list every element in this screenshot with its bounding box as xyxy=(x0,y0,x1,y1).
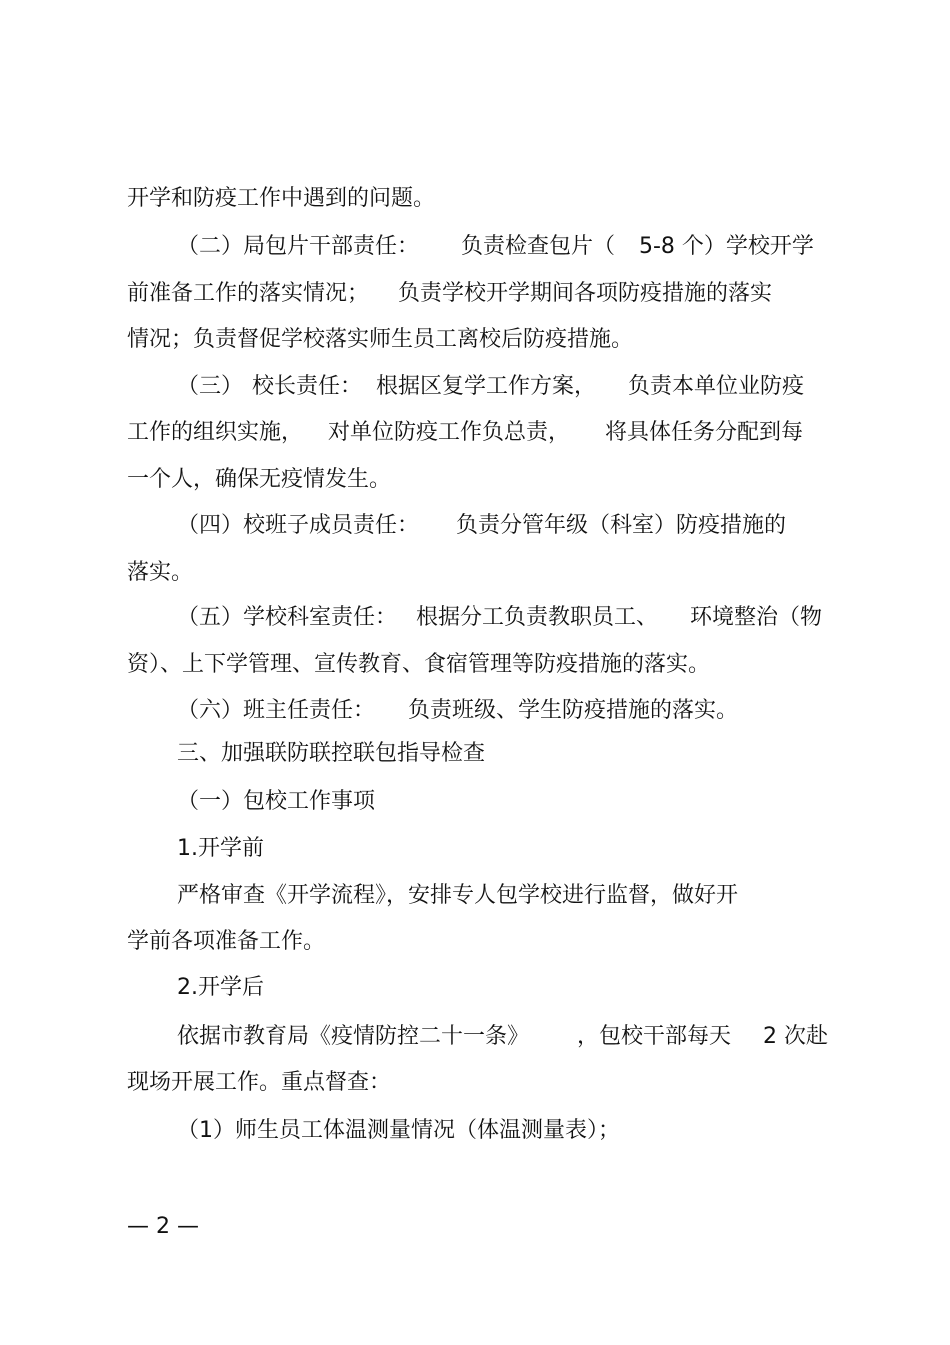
text-segment: 5-8 个）学校开学 xyxy=(639,234,814,259)
text-segment: 负责班级、学生防疫措施的落实。 xyxy=(408,698,739,723)
text-segment: ，包校干部每天 xyxy=(577,1024,732,1049)
text-segment: （二）局包片干部责任： xyxy=(177,234,420,259)
text-segment: 校长责任： xyxy=(252,374,363,399)
section-heading: 三、加强联防联控联包指导检查 xyxy=(177,741,486,766)
text-segment: （三） xyxy=(177,374,244,399)
text-segment: 根据区复学工作方案， xyxy=(376,374,597,399)
text-segment: 根据分工负责教职员工、 xyxy=(416,605,659,630)
text-segment: 2 次赴 xyxy=(763,1024,828,1049)
text-segment: 负责本单位业防疫 xyxy=(628,374,805,399)
text-segment: 对单位防疫工作负总责， xyxy=(328,420,571,445)
page-number: — 2 — xyxy=(127,1214,199,1239)
text-segment: 前准备工作的落实情况； xyxy=(127,281,370,306)
subsection-heading: （一）包校工作事项 xyxy=(177,789,376,814)
text-segment: 落实。 xyxy=(127,560,194,585)
item-heading: 2.开学后 xyxy=(177,975,264,1000)
text-segment: 资）、上下学管理、宣传教育、食宿管理等防疫措施的落实。 xyxy=(127,652,711,677)
text-segment: 一个人，确保无疫情发生。 xyxy=(127,467,392,492)
text-segment: （六）班主任责任： xyxy=(177,698,376,723)
text-segment: 开学和防疫工作中遇到的问题。 xyxy=(127,186,436,211)
text-segment: 工作的组织实施， xyxy=(127,420,304,445)
text-segment: 将具体任务分配到每 xyxy=(605,420,804,445)
text-segment: 现场开展工作。重点督查： xyxy=(127,1070,392,1095)
text-segment: 负责分管年级（科室）防疫措施的 xyxy=(456,513,787,538)
text-segment: （四）校班子成员责任： xyxy=(177,513,420,538)
text-segment: 学前各项准备工作。 xyxy=(127,929,326,954)
text-segment: 严格审查《开学流程》，安排专人包学校进行监督，做好开 xyxy=(177,883,739,908)
text-segment: 负责检查包片（ xyxy=(461,234,616,259)
text-segment: 负责学校开学期间各项防疫措施的落实 xyxy=(398,281,773,306)
item-heading: 1.开学前 xyxy=(177,836,264,861)
text-segment: 情况；负责督促学校落实师生员工离校后防疫措施。 xyxy=(127,327,634,352)
text-segment: 环境整治（物 xyxy=(690,605,823,630)
text-segment: （1）师生员工体温测量情况（体温测量表）； xyxy=(177,1118,620,1143)
text-segment: （五）学校科室责任： xyxy=(177,605,398,630)
text-segment: 依据市教育局《疫情防控二十一条》 xyxy=(177,1024,530,1049)
